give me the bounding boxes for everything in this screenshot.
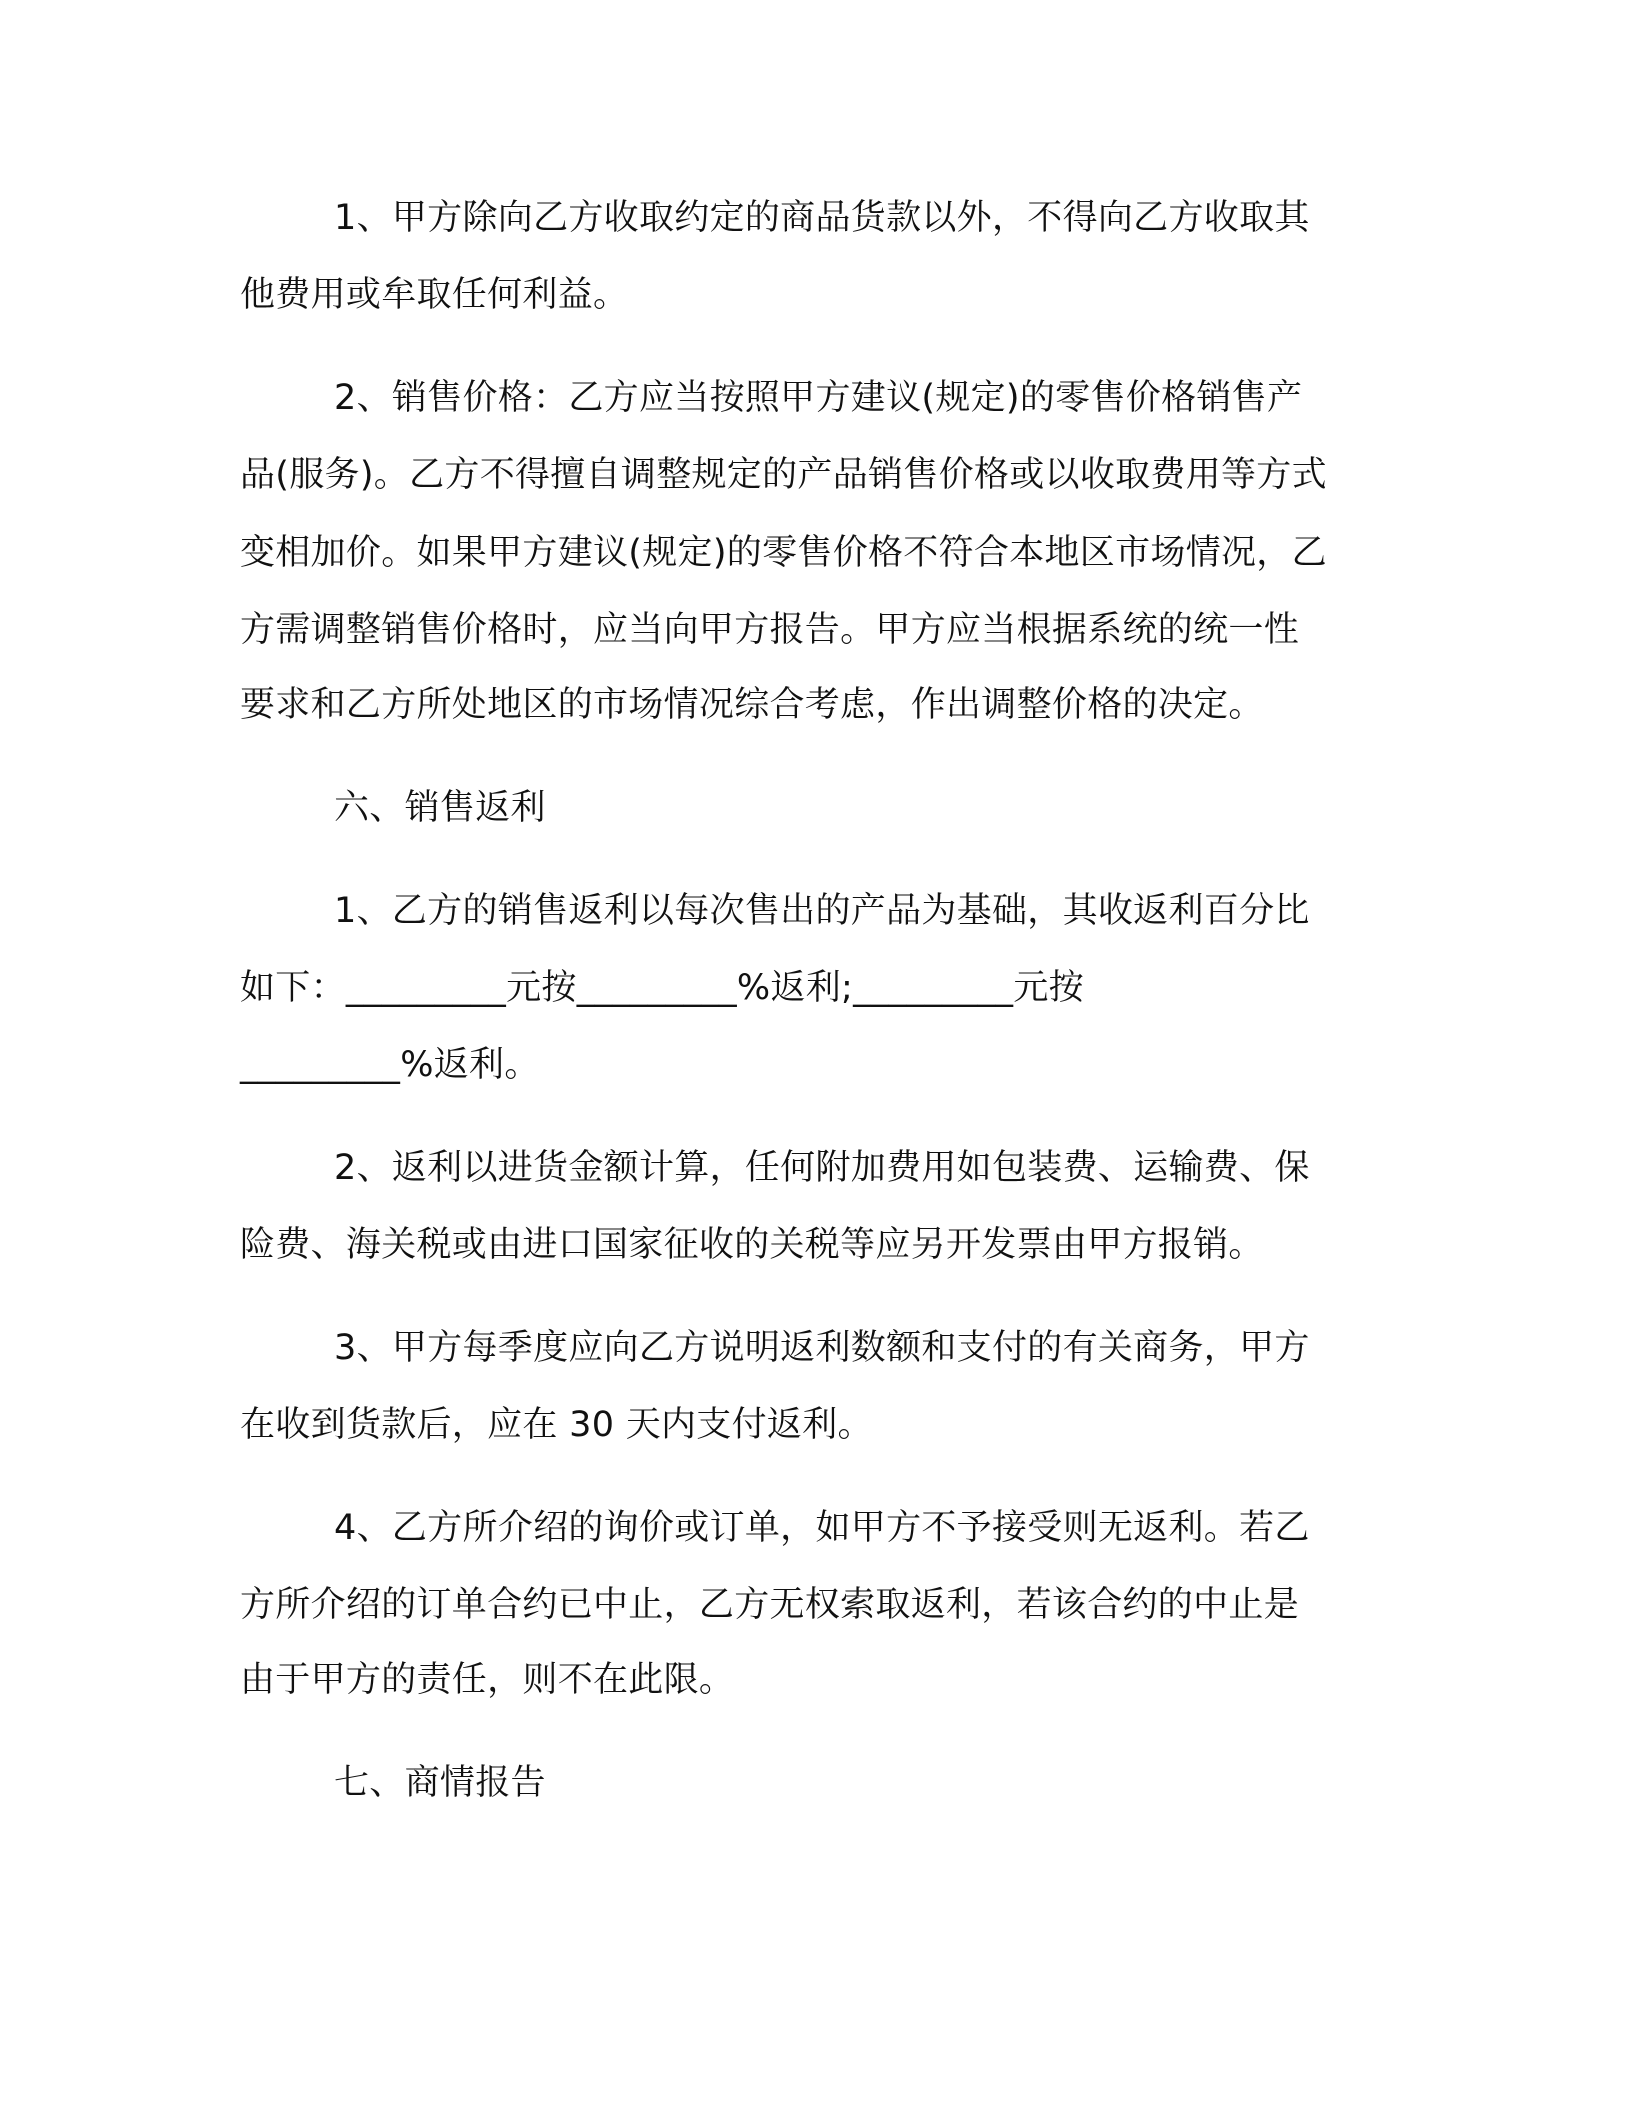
section-heading-7: 七、商情报告 [334,1763,546,1803]
section-heading-6: 六、销售返利 [334,788,546,828]
rebate-clause-2-line-1: 2、返利以进货金额计算，任何附加费用如包装费、运输费、保 [334,1148,1310,1188]
rebate-clause-2-line-2: 险费、海关税或由进口国家征收的关税等应另开发票由甲方报销。 [240,1225,1264,1265]
rebate-clause-4-line-2: 方所介绍的订单合约已中止，乙方无权索取返利，若该合约的中止是 [240,1585,1300,1625]
rebate-clause-1-line-1: 1、乙方的销售返利以每次售出的产品为基础，其收返利百分比 [334,891,1310,931]
rebate-clause-4-line-3: 由于甲方的责任，则不在此限。 [240,1660,735,1700]
rebate-clause-3-line-2: 在收到货款后，应在 30 天内支付返利。 [240,1405,873,1445]
clause-2-line-1: 2、销售价格：乙方应当按照甲方建议(规定)的零售价格销售产 [334,378,1303,418]
rebate-clause-4-line-1: 4、乙方所介绍的询价或订单，如甲方不予接受则无返利。若乙 [334,1508,1310,1548]
clause-1-line-2: 他费用或牟取任何利益。 [240,275,629,315]
clause-2-line-2: 品(服务)。乙方不得擅自调整规定的产品销售价格或以收取费用等方式 [240,455,1327,495]
rebate-clause-1-line-3: _________%返利。 [240,1045,540,1085]
clause-2-line-5: 要求和乙方所处地区的市场情况综合考虑，作出调整价格的决定。 [240,685,1264,725]
rebate-clause-3-line-1: 3、甲方每季度应向乙方说明返利数额和支付的有关商务，甲方 [334,1328,1310,1368]
clause-2-line-3: 变相加价。如果甲方建议(规定)的零售价格不符合本地区市场情况，乙 [240,533,1327,573]
clause-1-line-1: 1、甲方除向乙方收取约定的商品货款以外，不得向乙方收取其 [334,198,1310,238]
clause-2-line-4: 方需调整销售价格时，应当向甲方报告。甲方应当根据系统的统一性 [240,610,1300,650]
rebate-clause-1-line-2: 如下：_________元按_________%返利;_________元按 [240,968,1084,1008]
